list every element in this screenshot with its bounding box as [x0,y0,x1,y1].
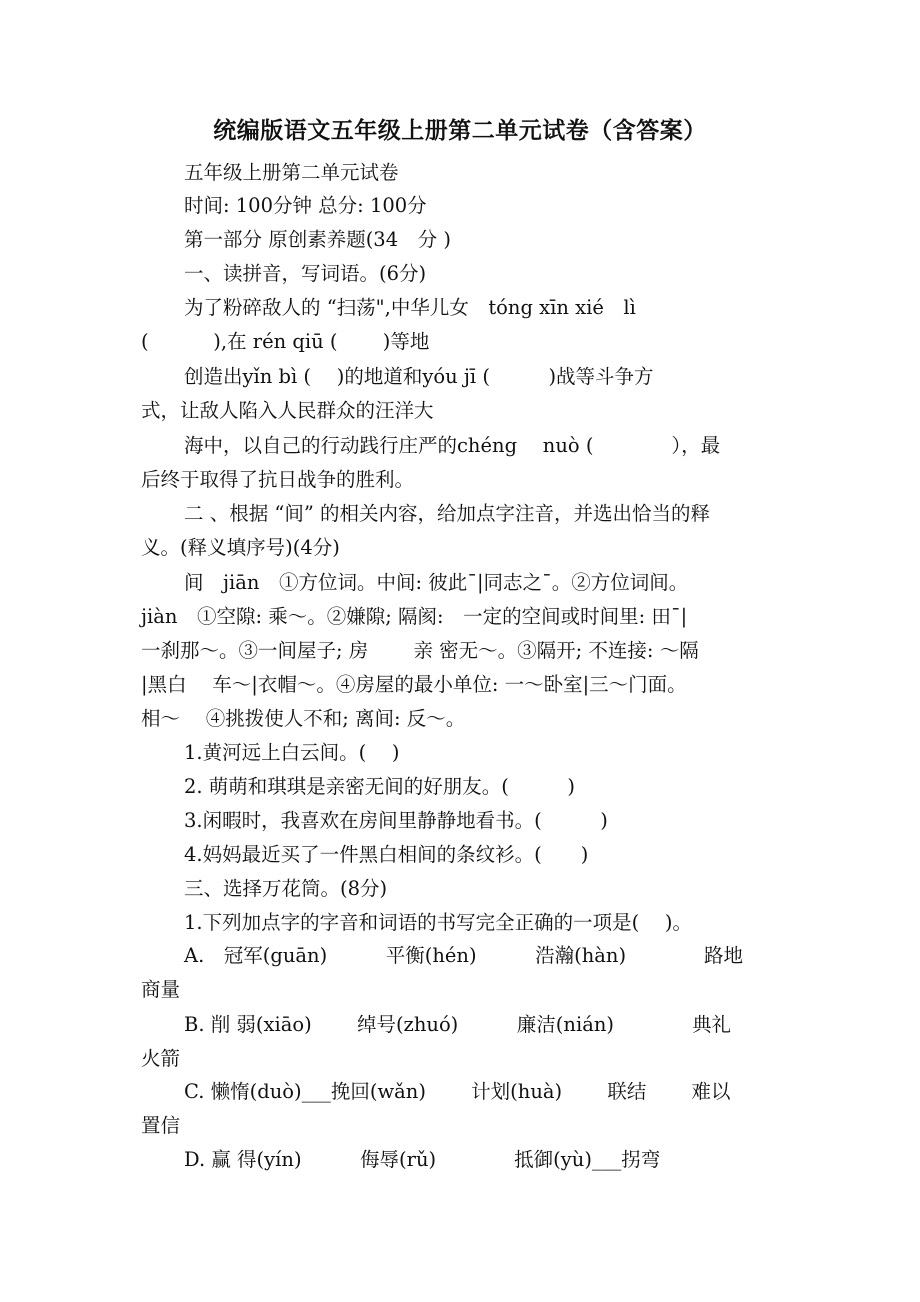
paragraph-line: 创造出yǐn bì ( )的地道和yóu jī ( )战等斗争方 [184,365,654,388]
definition-line: 一刹那～。③一间屋子; 房 亲 密无～。③隔开; 不连接: ～隔 [141,639,699,662]
document-title: 统编版语文五年级上册第二单元试卷（含答案） [213,118,707,144]
option-d: D. 赢 得(yín) 侮辱(rǔ) 抵御(yù)___拐弯 [184,1148,661,1171]
section-one-heading: 一、读拼音，写词语。(6分) [184,262,427,285]
section-three-heading: 三、选择万花筒。(8分) [184,877,388,900]
question-item: 1.下列加点字的字音和词语的书写完全正确的一项是( )。 [184,911,693,934]
paragraph-line: ( ),在 rén qiū ( )等地 [141,330,430,353]
definition-line: 间 jiān ①方位词。中间: 彼此¯|同志之¯。②方位词间。 [184,571,689,594]
subtitle: 五年级上册第二单元试卷 [184,161,399,184]
option-b: B. 削 弱(xiāo) 绰号(zhuó) 廉洁(nián) 典礼 [184,1013,731,1036]
definition-line: 相～ ④挑拨使人不和; 离间: 反～。 [141,707,466,730]
option-b-cont: 火箭 [141,1047,181,1070]
question-item: 4.妈妈最近买了一件黑白相间的条纹衫。( ) [184,843,589,866]
section-two-heading-cont: 义。(释义填序号)(4分) [141,536,340,559]
time-score: 时间: 100分钟 总分: 100分 [184,194,427,217]
question-item: 2. 萌萌和琪琪是亲密无间的好朋友。( ) [184,775,576,798]
question-item: 3.闲暇时，我喜欢在房间里静静地看书。( ) [184,809,608,832]
option-a: A. 冠军(guān) 平衡(hén) 浩瀚(hàn) 路地 [184,944,744,967]
option-c: C. 懒惰(duò)___挽回(wǎn) 计划(huà) 联结 难以 [184,1080,731,1103]
option-c-cont: 置信 [141,1114,181,1137]
definition-line: |黑白 车～|衣帽～。④房屋的最小单位: 一～卧室|三～门面。 [141,673,687,696]
paragraph-line: 式，让敌人陷入人民群众的汪洋大 [141,399,434,422]
paragraph-line: 为了粉碎敌人的 “扫荡",中华儿女 tóng xīn xié lì [184,296,636,319]
part-one-heading: 第一部分 原创素养题(34 分 ) [184,228,451,251]
paragraph-line: 后终于取得了抗日战争的胜利。 [141,468,415,491]
paragraph-line: 海中，以自己的行动践行庄严的chéng nuò ( ），最 [184,434,721,457]
section-two-heading: 二 、根据 “间” 的相关内容，给加点字注音，并选出恰当的释 [184,502,711,525]
option-a-cont: 商量 [141,978,181,1001]
definition-line: jiàn ①空隙: 乘～。②嫌隙; 隔阂: 一定的空间或时间里: 田¯| [141,605,688,628]
question-item: 1.黄河远上白云间。( ) [184,741,400,764]
